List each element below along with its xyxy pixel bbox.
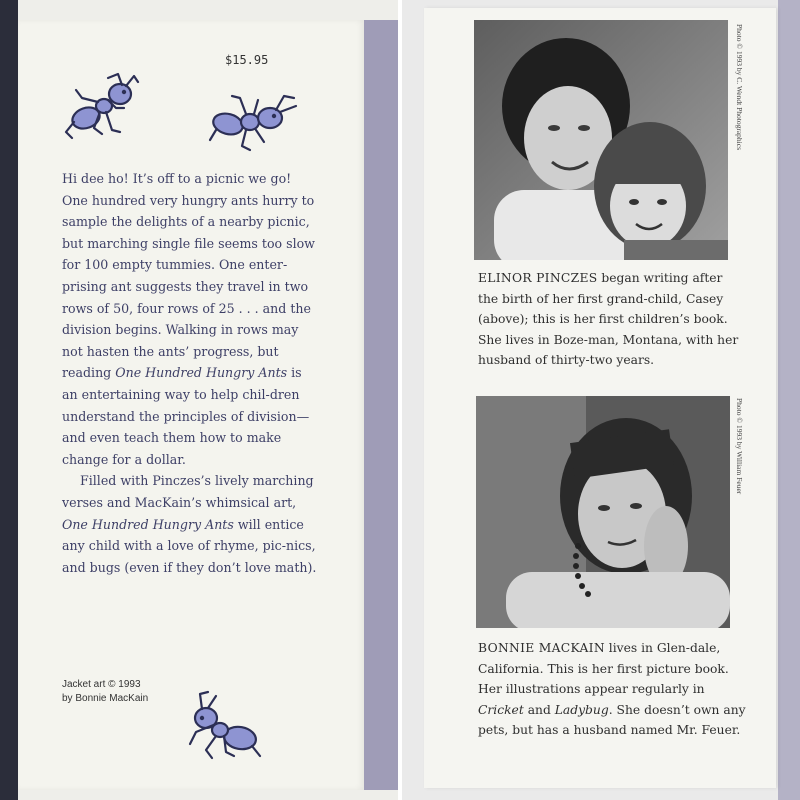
credit-line-1: Jacket art © 1993 bbox=[62, 679, 141, 690]
author-name: ELINOR PINCZES bbox=[478, 271, 598, 285]
ant-illustration-1 bbox=[64, 72, 140, 142]
author-photo-credit: Photo © 1993 by C. Wendt Photographics bbox=[735, 24, 744, 150]
magazine-ladybug: Ladybug bbox=[554, 702, 609, 717]
illustrator-photo-image bbox=[476, 396, 730, 628]
blurb-paragraph-1 bbox=[62, 168, 320, 470]
flap-spine bbox=[364, 20, 398, 790]
blurb-p1-text: Hi dee ho! It’s off to a picnic we go! One hundred very hungry ants hurry to sample the delights of a nearby picnic, but marching single file seems too slow for 100 empty tummies. One enter-prising ant suggests they travel in two rows of 50, four rows of 25 . . . and the division begins. Walking in rows may not hasten the ants’ progress, but reading bbox=[62, 171, 315, 381]
flap-blurb bbox=[62, 168, 320, 578]
author-photo bbox=[474, 20, 728, 260]
illustrator-bio-text-1: lives in Glen-dale, California. This is her first picture book. Her illustrations appear regularly in bbox=[478, 641, 729, 696]
ant-illustration-2 bbox=[206, 90, 300, 156]
illustrator-bio-text-2: and bbox=[523, 702, 555, 717]
blurb-p2-start: Filled with Pinczes’s lively marching verses and MacKain’s whimsical art, bbox=[62, 473, 314, 510]
book-spine bbox=[778, 0, 800, 800]
front-flap-panel bbox=[0, 0, 398, 800]
author-bio bbox=[478, 268, 746, 371]
jacket-art-credit bbox=[62, 678, 148, 706]
author-bio-text: began writing after the birth of her first grand-child, Casey (above); this is her first children’s book. She lives in Boze-man, Montana, with her husband of thirty-two years. bbox=[478, 271, 739, 367]
book-title-italic: One Hundred Hungry Ants bbox=[115, 365, 288, 381]
blurb-p2-end: will entice any child with a love of rhyme, pic-nics, and bugs (even if they don’t love math). bbox=[62, 516, 317, 575]
blurb-paragraph-2 bbox=[62, 470, 320, 578]
illustrator-bio-text-3: . She doesn’t own any pets, but has a husband named Mr. Feuer. bbox=[478, 702, 746, 737]
magazine-cricket: Cricket bbox=[478, 702, 524, 717]
blurb-p1-end: is an entertaining way to help chil-dren understand the principles of division—and even teach them how to make change for a dollar. bbox=[62, 365, 310, 467]
credit-line-2: by Bonnie MacKain bbox=[62, 693, 149, 704]
illustrator-bio bbox=[478, 638, 746, 741]
price-label: $15.95 bbox=[225, 53, 269, 67]
illustrator-photo bbox=[476, 396, 730, 628]
illustrator-photo-credit: Photo © 1993 by William Feuer bbox=[735, 398, 744, 495]
cover-edge bbox=[0, 0, 18, 800]
book-title-italic-2: One Hundred Hungry Ants bbox=[62, 516, 234, 532]
author-photo-image bbox=[474, 20, 728, 260]
ant-illustration-3 bbox=[186, 690, 266, 762]
illustrator-name: BONNIE MACKAIN bbox=[478, 641, 605, 655]
